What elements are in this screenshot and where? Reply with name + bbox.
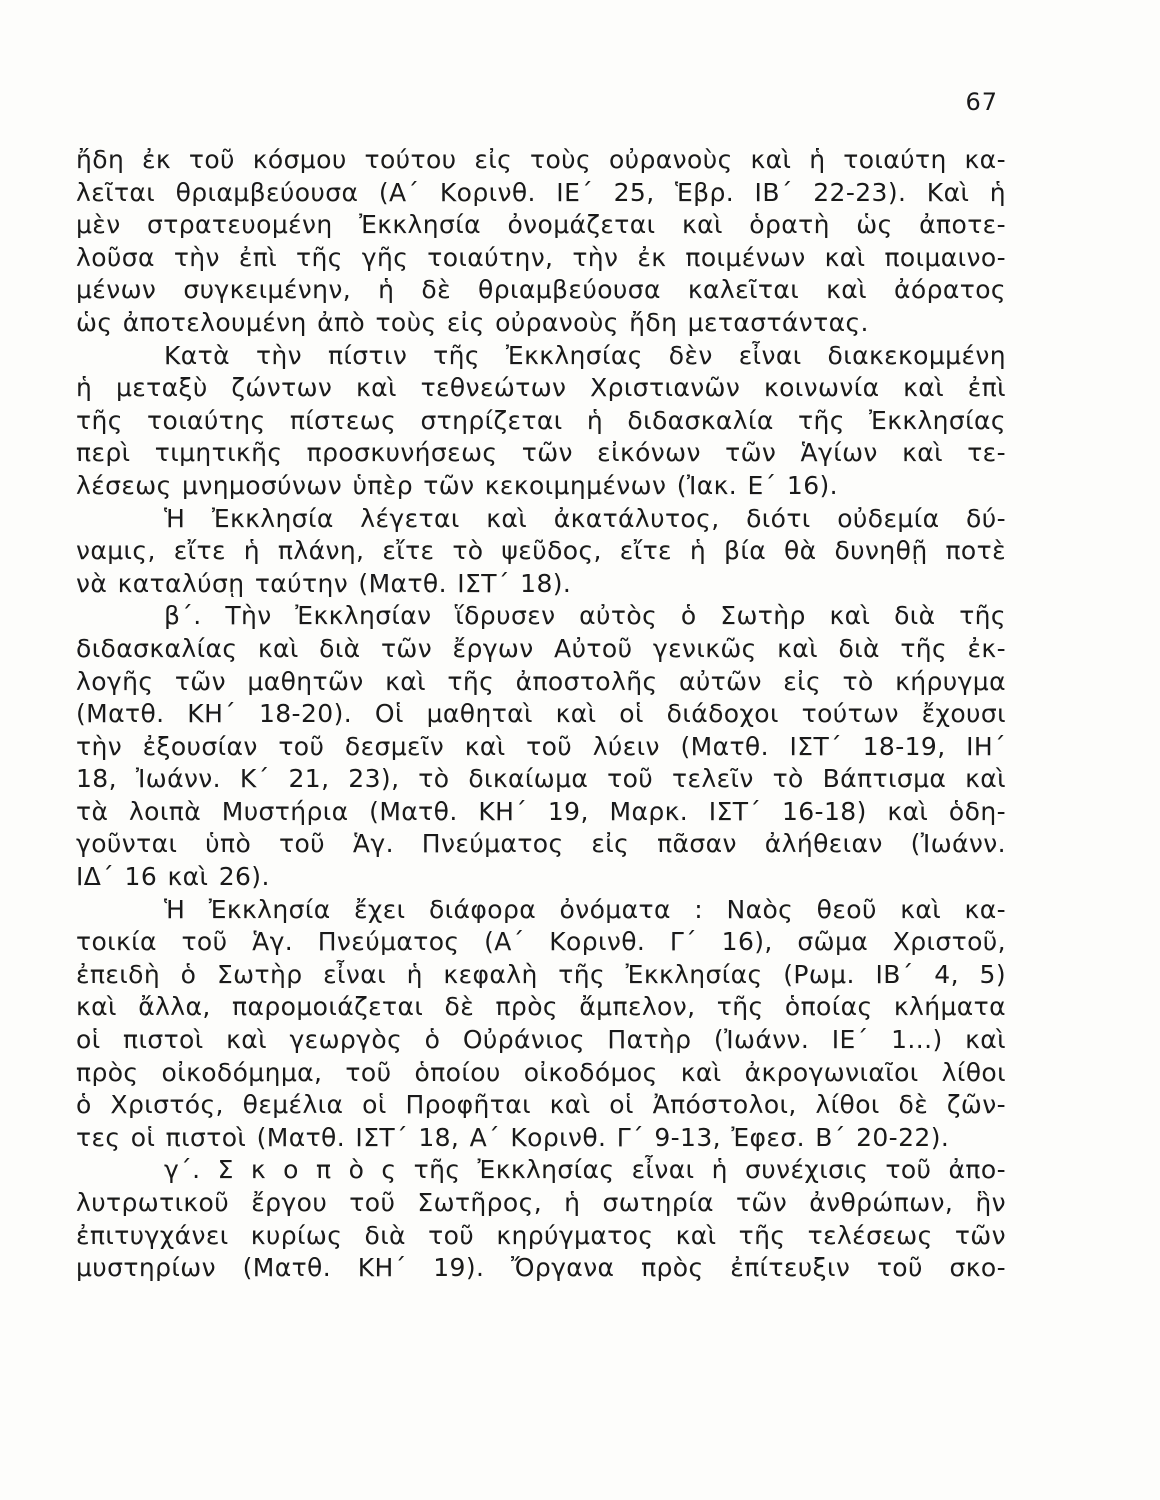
text-line: β΄. Τὴν Ἐκκλησίαν ἵδρυσεν αὐτὸς ὁ Σωτὴρ καὶ διὰ τῆς bbox=[164, 601, 1006, 631]
text-line: ἐπειδὴ ὁ Σωτὴρ εἶναι ἡ κεφαλὴ τῆς Ἐκκλησίας (Ρωμ. ΙΒ΄ 4, 5) bbox=[76, 959, 1006, 989]
text-line: ἐπιτυγχάνει κυρίως διὰ τοῦ κηρύγματος καὶ τῆς τελέσεως τῶν bbox=[76, 1220, 1006, 1250]
text-line: λυτρωτικοῦ ἔργου τοῦ Σωτῆρος, ἡ σωτηρία τῶν ἀνθρώπων, ἣν bbox=[76, 1188, 1006, 1217]
text-line: τὴν ἐξουσίαν τοῦ δεσμεῖν καὶ τοῦ λύειν (Ματθ. ΙΣΤ΄ 18-19, ΙΗ΄ bbox=[76, 731, 1006, 761]
text-line: καὶ ἄλλα, παρομοιάζεται δὲ πρὸς ἄμπελον, τῆς ὁποίας κλήματα bbox=[76, 992, 1006, 1022]
text-line: λοῦσα τὴν ἐπὶ τῆς γῆς τοιαύτην, τὴν ἐκ ποιμένων καὶ ποιμαινο- bbox=[76, 242, 1006, 272]
text-line: νὰ καταλύσῃ ταύτην (Ματθ. ΙΣΤ΄ 18). bbox=[76, 568, 572, 598]
text-line: γοῦνται ὑπὸ τοῦ Ἁγ. Πνεύματος εἰς πᾶσαν ἀλήθειαν (Ἰωάνν. bbox=[76, 829, 1006, 859]
text-line: λέσεως μνημοσύνων ὑπὲρ τῶν κεκοιμημένων (Ἰακ. Ε΄ 16). bbox=[76, 470, 839, 500]
text-line: Ἡ Ἐκκλησία ἔχει διάφορα ὀνόματα : Ναὸς θεοῦ καὶ κα- bbox=[164, 894, 1006, 924]
text-line: πρὸς οἰκοδόμημα, τοῦ ὁποίου οἰκοδόμος καὶ ἀκρογωνιαῖοι λίθοι bbox=[76, 1057, 1006, 1087]
text-line: (Ματθ. ΚΗ΄ 18-20). Οἱ μαθηταὶ καὶ οἱ διάδοχοι τούτων ἔχουσι bbox=[76, 699, 1006, 729]
text-line: ἤδη ἐκ τοῦ κόσμου τούτου εἰς τοὺς οὐρανοὺς καὶ ἡ τοιαύτη κα- bbox=[76, 145, 1006, 174]
text-line: 18, Ἰωάνν. Κ΄ 21, 23), τὸ δικαίωμα τοῦ τελεῖν τὸ Βάπτισμα καὶ bbox=[76, 764, 1006, 794]
text-line: μὲν στρατευομένη Ἐκκλησία ὀνομάζεται καὶ ὁρατὴ ὡς ἀποτε- bbox=[76, 210, 1006, 240]
text-line: ἡ μεταξὺ ζώντων καὶ τεθνεώτων Χριστιανῶν κοινωνία καὶ ἐπὶ bbox=[76, 373, 1006, 403]
text-line: Ἡ Ἐκκλησία λέγεται καὶ ἀκατάλυτος, διότι οὐδεμία δύ- bbox=[164, 503, 1006, 533]
text-line: μυστηρίων (Ματθ. ΚΗ΄ 19). Ὄργανα πρὸς ἐπίτευξιν τοῦ σκο- bbox=[76, 1253, 1006, 1283]
text-line: ναμις, εἴτε ἡ πλάνη, εἴτε τὸ ψεῦδος, εἴτε ἡ βία θὰ δυνηθῇ ποτὲ bbox=[76, 536, 1006, 566]
text-line: περὶ τιμητικῆς προσκυνήσεως τῶν εἰκόνων τῶν Ἁγίων καὶ τε- bbox=[76, 438, 1006, 468]
text-line: ΙΔ΄ 16 καὶ 26). bbox=[76, 862, 270, 892]
text-line: λεῖται θριαμβεύουσα (Α΄ Κορινθ. ΙΕ΄ 25, Ἑβρ. ΙΒ΄ 22-23). Καὶ ἡ bbox=[76, 177, 1006, 207]
text-line: ὁ Χριστός, θεμέλια οἱ Προφῆται καὶ οἱ Ἀπόστολοι, λίθοι δὲ ζῶν- bbox=[76, 1090, 1006, 1120]
text-line: τες οἱ πιστοὶ (Ματθ. ΙΣΤ΄ 18, Α΄ Κορινθ. Γ΄ 9-13, Ἐφεσ. Β΄ 20-22). bbox=[76, 1122, 950, 1152]
text-line: γ΄. Σ κ ο π ὸ ς τῆς Ἐκκλησίας εἶναι ἡ συνέχισις τοῦ ἀπο- bbox=[164, 1155, 1006, 1185]
text-line: τοικία τοῦ Ἁγ. Πνεύματος (Α΄ Κορινθ. Γ΄ 16), σῶμα Χριστοῦ, bbox=[76, 927, 1006, 957]
text-line: τὰ λοιπὰ Μυστήρια (Ματθ. ΚΗ΄ 19, Μαρκ. ΙΣΤ΄ 16-18) καὶ ὁδη- bbox=[76, 796, 1006, 826]
text-line: τῆς τοιαύτης πίστεως στηρίζεται ἡ διδασκαλία τῆς Ἐκκλησίας bbox=[76, 405, 1006, 435]
body-text bbox=[76, 144, 1006, 1285]
page-number: 67 bbox=[965, 88, 998, 116]
text-line: ὡς ἀποτελουμένη ἀπὸ τοὺς εἰς οὐρανοὺς ἤδη μεταστάντας. bbox=[76, 307, 869, 337]
text-line: λογῆς τῶν μαθητῶν καὶ τῆς ἀποστολῆς αὐτῶν εἰς τὸ κήρυγμα bbox=[76, 666, 1006, 696]
text-line: Κατὰ τὴν πίστιν τῆς Ἐκκλησίας δὲν εἶναι διακεκομμένη bbox=[164, 340, 1006, 370]
text-line: οἱ πιστοὶ καὶ γεωργὸς ὁ Οὐράνιος Πατὴρ (Ἰωάνν. ΙΕ΄ 1...) καὶ bbox=[76, 1025, 1006, 1055]
text-line: μένων συγκειμένην, ἡ δὲ θριαμβεύουσα καλεῖται καὶ ἀόρατος bbox=[76, 275, 1006, 305]
text-line: διδασκαλίας καὶ διὰ τῶν ἔργων Αὐτοῦ γενικῶς καὶ διὰ τῆς ἐκ- bbox=[76, 633, 1006, 663]
